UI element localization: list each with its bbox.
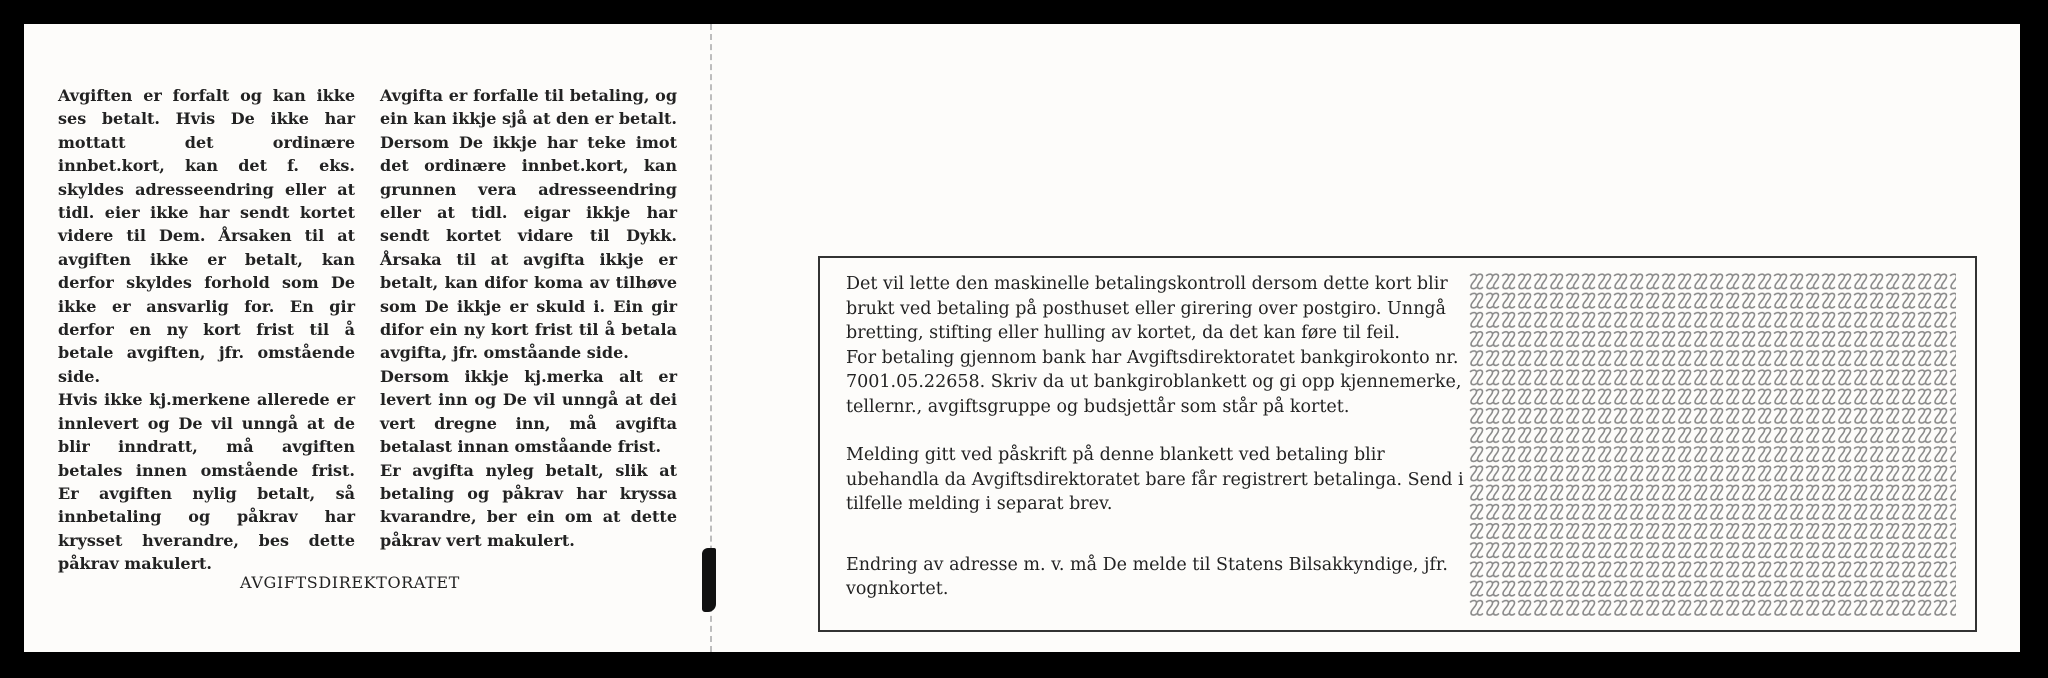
- bokmal-paragraph-2: Hvis ikke kj.merkene allerede er innlevert og De vil unngå at de blir inndratt, må avgiften betales innen omstående frist. Er avgiften nylig betalt, så innbetaling og påkrav har krysset hverandre, bes dette påkrav makulert.: [58, 390, 355, 574]
- notice-paragraph-bank-payment: For betaling gjennom bank har Avgiftsdirektoratet bankgirokonto nr. 7001.05.22658. Skriv da ut bankgiroblankett og gi opp kjennemerke, tellernr., avgiftsgruppe og budsjettår som står på kortet.: [846, 347, 1462, 417]
- nynorsk-text-column: [380, 84, 677, 552]
- notice-paragraph-address-change: Endring av adresse m. v. må De melde til Statens Bilsakkyndige, jfr. vognkortet.: [846, 554, 1448, 599]
- signature-avgiftsdirektoratet: AVGIFTSDIREKTORATET: [240, 573, 460, 592]
- payment-notice-box: [818, 256, 1977, 632]
- notice-paragraph-machine-control: Det vil lette den maskinelle betalingskontroll dersom dette kort blir brukt ved betaling på posthuset eller girering over postgiro. Unngå bretting, stifting eller hulling av kortet, da det kan føre til feil.: [846, 274, 1448, 343]
- nynorsk-paragraph-1: Avgifta er forfalle til betaling, og ein kan ikkje sjå at den er betalt. Dersom De ikkje har teke imot det ordinære innbet.kort, kan grunnen vera adresseendring eller at tidl. eigar ikkje har sendt kortet vidare til Dykk. Årsaka til at avgifta ikkje er betalt, kan difor koma av tilhøve som De ikkje er skuld i. Ein gir difor ein ny kort frist til å betala avgifta, jfr. omståande side.: [380, 86, 677, 363]
- nynorsk-paragraph-3: Er avgifta nyleg betalt, slik at betaling og påkrav har kryssa kvarandre, ber ein om at dette påkrav vert makulert.: [380, 460, 677, 550]
- notice-paragraph-messages: Melding gitt ved påskrift på denne blankett ved betaling blir ubehandla da Avgiftsdirektoratet bare får registrert betalinga. Send i tilfelle melding i separat brev.: [846, 445, 1464, 514]
- bokmal-text-column: [58, 84, 355, 576]
- nynorsk-paragraph-2: Dersom ikkje kj.merka alt er levert inn og De vil unngå at dei vert dregne inn, må avgifta betalast innan omståande frist.: [380, 366, 677, 457]
- torn-edge-mark: [702, 548, 716, 612]
- security-pattern: [1468, 272, 1956, 616]
- bokmal-paragraph-1: Avgiften er forfalt og kan ikke ses betalt. Hvis De ikke har mottatt det ordinære innbet.kort, kan det f. eks. skyldes adresseendring eller at tidl. eier ikke har sendt kortet videre til Dem. Årsaken til at avgiften ikke er betalt, kan derfor skyldes forhold som De ikke er ansvarlig for. En gir derfor en ny kort frist til å betale avgiften, jfr. omstående side.: [58, 86, 355, 386]
- notice-text: [846, 272, 1466, 602]
